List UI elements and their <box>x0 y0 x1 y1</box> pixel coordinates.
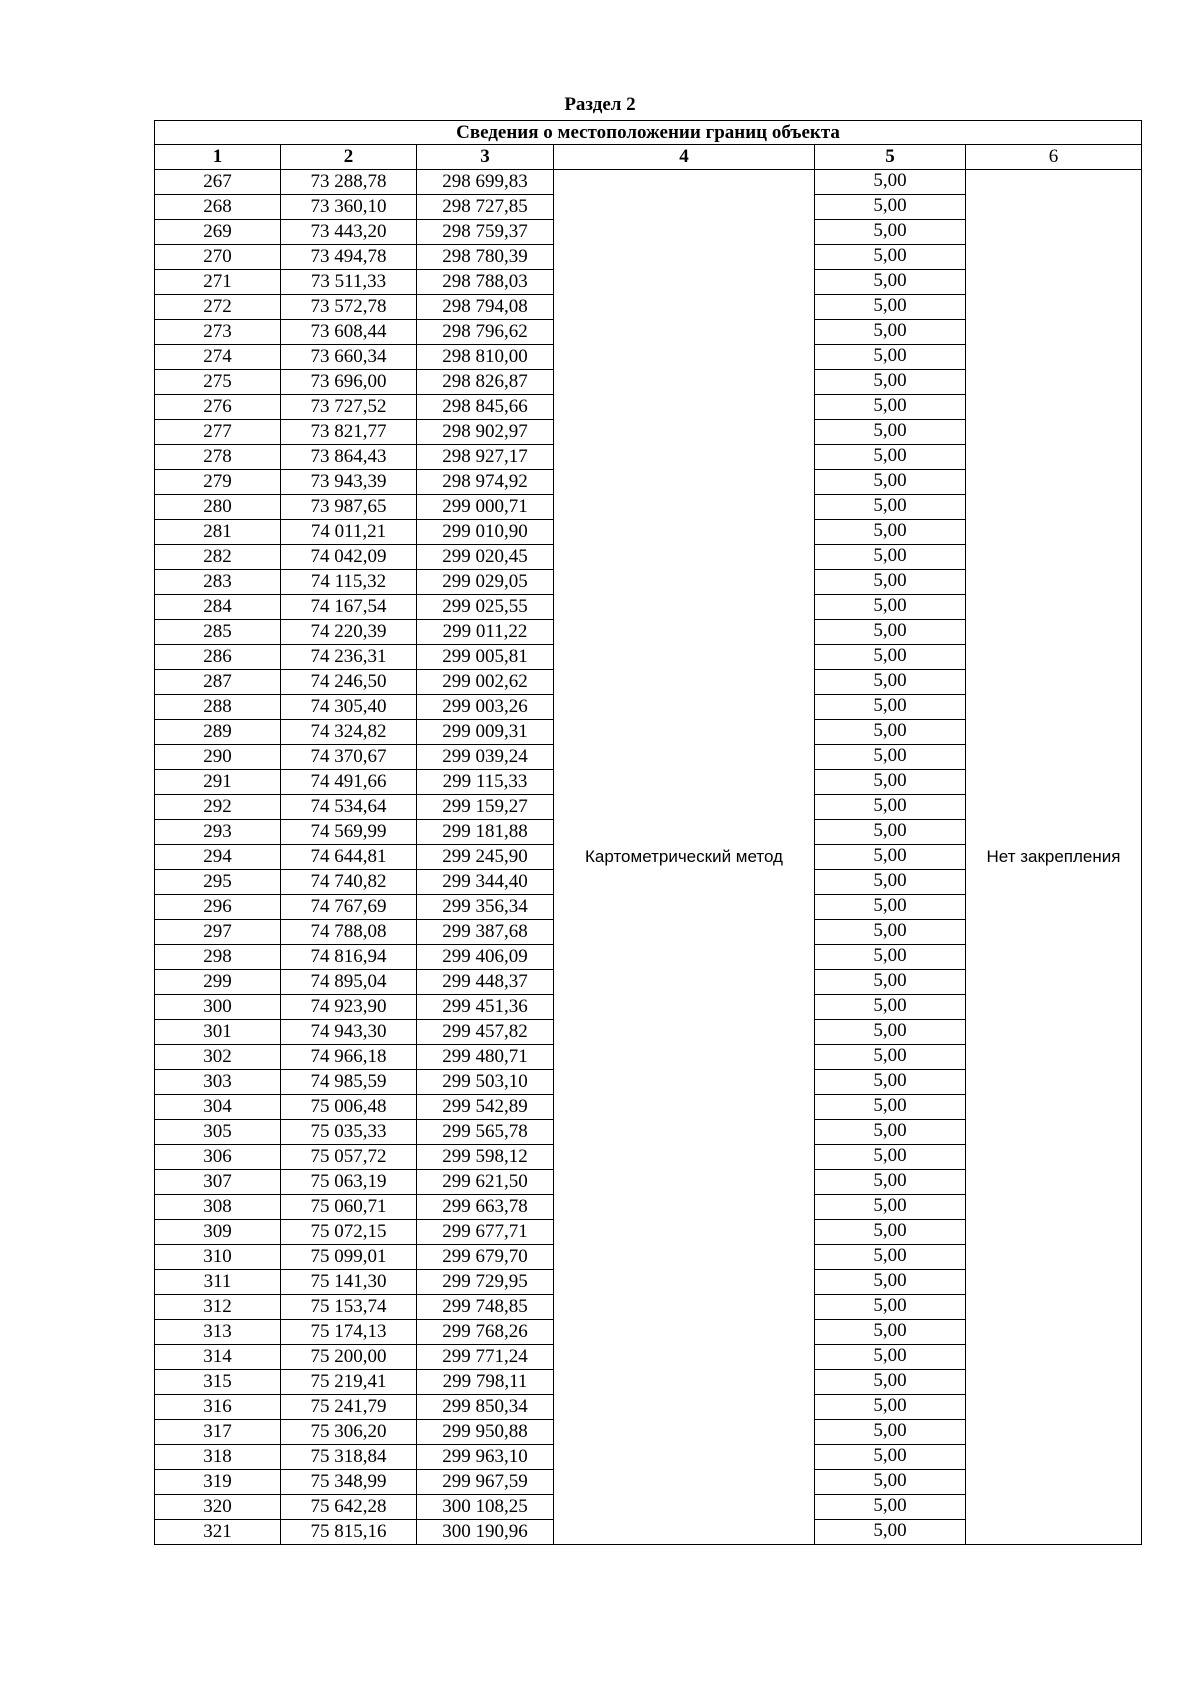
coordinate-x: 75 318,84 <box>281 1445 417 1470</box>
coordinate-x: 73 360,10 <box>281 195 417 220</box>
point-number: 312 <box>155 1295 281 1320</box>
coordinate-y: 299 798,11 <box>417 1370 554 1395</box>
point-number: 310 <box>155 1245 281 1270</box>
coordinate-y: 298 699,83 <box>417 170 554 195</box>
accuracy-value: 5,00 <box>815 1470 966 1495</box>
coordinate-y: 299 009,31 <box>417 720 554 745</box>
point-number: 276 <box>155 395 281 420</box>
accuracy-value: 5,00 <box>815 1120 966 1145</box>
point-number: 302 <box>155 1045 281 1070</box>
accuracy-value: 5,00 <box>815 895 966 920</box>
point-number: 273 <box>155 320 281 345</box>
point-number: 272 <box>155 295 281 320</box>
accuracy-value: 5,00 <box>815 445 966 470</box>
coordinate-y: 299 748,85 <box>417 1295 554 1320</box>
point-number: 284 <box>155 595 281 620</box>
accuracy-value: 5,00 <box>815 1370 966 1395</box>
coordinate-x: 75 200,00 <box>281 1345 417 1370</box>
coordinate-y: 299 356,34 <box>417 895 554 920</box>
coordinate-x: 74 943,30 <box>281 1020 417 1045</box>
coordinate-y: 299 039,24 <box>417 745 554 770</box>
coordinate-y: 300 190,96 <box>417 1520 554 1545</box>
coordinate-x: 74 491,66 <box>281 770 417 795</box>
point-number: 271 <box>155 270 281 295</box>
accuracy-value: 5,00 <box>815 1170 966 1195</box>
point-number: 289 <box>155 720 281 745</box>
accuracy-value: 5,00 <box>815 245 966 270</box>
point-number: 292 <box>155 795 281 820</box>
point-number: 318 <box>155 1445 281 1470</box>
coordinate-x: 75 219,41 <box>281 1370 417 1395</box>
coordinate-x: 73 608,44 <box>281 320 417 345</box>
point-number: 294 <box>155 845 281 870</box>
coordinate-x: 75 057,72 <box>281 1145 417 1170</box>
coordinate-x: 74 534,64 <box>281 795 417 820</box>
coordinate-x: 75 063,19 <box>281 1170 417 1195</box>
accuracy-value: 5,00 <box>815 1245 966 1270</box>
accuracy-value: 5,00 <box>815 1295 966 1320</box>
point-number: 299 <box>155 970 281 995</box>
coordinate-y: 298 780,39 <box>417 245 554 270</box>
point-number: 313 <box>155 1320 281 1345</box>
table-caption-row <box>155 121 1142 145</box>
method-cell: Картометрический метод <box>554 170 815 1545</box>
accuracy-value: 5,00 <box>815 170 966 195</box>
point-number: 303 <box>155 1070 281 1095</box>
coordinate-x: 73 660,34 <box>281 345 417 370</box>
accuracy-value: 5,00 <box>815 495 966 520</box>
coordinate-y: 299 950,88 <box>417 1420 554 1445</box>
point-number: 270 <box>155 245 281 270</box>
coordinate-x: 74 767,69 <box>281 895 417 920</box>
point-number: 288 <box>155 695 281 720</box>
coordinate-y: 298 810,00 <box>417 345 554 370</box>
accuracy-value: 5,00 <box>815 370 966 395</box>
coordinate-x: 74 167,54 <box>281 595 417 620</box>
point-number: 300 <box>155 995 281 1020</box>
coordinate-x: 74 246,50 <box>281 670 417 695</box>
column-number-row <box>155 145 1142 170</box>
point-number: 297 <box>155 920 281 945</box>
point-number: 279 <box>155 470 281 495</box>
coordinate-x: 75 072,15 <box>281 1220 417 1245</box>
coordinate-x: 73 494,78 <box>281 245 417 270</box>
accuracy-value: 5,00 <box>815 870 966 895</box>
point-number: 285 <box>155 620 281 645</box>
coordinate-x: 74 220,39 <box>281 620 417 645</box>
coordinate-y: 300 108,25 <box>417 1495 554 1520</box>
accuracy-value: 5,00 <box>815 670 966 695</box>
accuracy-value: 5,00 <box>815 1095 966 1120</box>
coordinate-x: 73 821,77 <box>281 420 417 445</box>
accuracy-value: 5,00 <box>815 770 966 795</box>
coordinate-y: 299 025,55 <box>417 595 554 620</box>
coordinate-y: 298 974,92 <box>417 470 554 495</box>
coordinate-x: 75 174,13 <box>281 1320 417 1345</box>
coordinate-x: 75 348,99 <box>281 1470 417 1495</box>
coordinate-y: 299 010,90 <box>417 520 554 545</box>
coordinate-x: 73 943,39 <box>281 470 417 495</box>
point-number: 319 <box>155 1470 281 1495</box>
coordinate-y: 299 565,78 <box>417 1120 554 1145</box>
coordinate-x: 75 141,30 <box>281 1270 417 1295</box>
coordinate-y: 299 503,10 <box>417 1070 554 1095</box>
coordinate-x: 74 966,18 <box>281 1045 417 1070</box>
coordinate-y: 298 845,66 <box>417 395 554 420</box>
coordinate-y: 298 794,08 <box>417 295 554 320</box>
coordinate-y: 299 771,24 <box>417 1345 554 1370</box>
column-number-3: 3 <box>417 145 554 170</box>
coordinate-y: 298 788,03 <box>417 270 554 295</box>
coordinate-y: 299 000,71 <box>417 495 554 520</box>
coordinate-x: 75 153,74 <box>281 1295 417 1320</box>
coordinate-x: 73 511,33 <box>281 270 417 295</box>
coordinate-y: 299 020,45 <box>417 545 554 570</box>
coordinate-x: 75 006,48 <box>281 1095 417 1120</box>
coordinate-y: 298 727,85 <box>417 195 554 220</box>
coordinate-y: 299 679,70 <box>417 1245 554 1270</box>
coordinate-x: 73 288,78 <box>281 170 417 195</box>
coordinate-x: 74 895,04 <box>281 970 417 995</box>
accuracy-value: 5,00 <box>815 1045 966 1070</box>
accuracy-value: 5,00 <box>815 845 966 870</box>
accuracy-value: 5,00 <box>815 1345 966 1370</box>
accuracy-value: 5,00 <box>815 820 966 845</box>
coordinate-x: 74 370,67 <box>281 745 417 770</box>
point-number: 278 <box>155 445 281 470</box>
coordinate-y: 299 621,50 <box>417 1170 554 1195</box>
accuracy-value: 5,00 <box>815 270 966 295</box>
column-number-6: 6 <box>966 145 1142 170</box>
coordinate-x: 73 864,43 <box>281 445 417 470</box>
coordinate-y: 299 729,95 <box>417 1270 554 1295</box>
coordinate-x: 74 011,21 <box>281 520 417 545</box>
coordinate-x: 73 443,20 <box>281 220 417 245</box>
point-number: 275 <box>155 370 281 395</box>
accuracy-value: 5,00 <box>815 295 966 320</box>
coordinate-y: 299 480,71 <box>417 1045 554 1070</box>
point-number: 320 <box>155 1495 281 1520</box>
accuracy-value: 5,00 <box>815 1520 966 1545</box>
accuracy-value: 5,00 <box>815 995 966 1020</box>
coordinate-y: 299 387,68 <box>417 920 554 945</box>
boundary-table <box>154 120 1142 1545</box>
point-number: 293 <box>155 820 281 845</box>
point-number: 306 <box>155 1145 281 1170</box>
coordinate-x: 75 241,79 <box>281 1395 417 1420</box>
coordinate-y: 299 159,27 <box>417 795 554 820</box>
table-caption: Сведения о местоположении границ объекта <box>155 121 1142 145</box>
point-number: 307 <box>155 1170 281 1195</box>
accuracy-value: 5,00 <box>815 570 966 595</box>
coordinate-y: 299 245,90 <box>417 845 554 870</box>
coordinate-x: 75 035,33 <box>281 1120 417 1145</box>
point-number: 269 <box>155 220 281 245</box>
accuracy-value: 5,00 <box>815 420 966 445</box>
column-number-2: 2 <box>281 145 417 170</box>
section-title: Раздел 2 <box>564 94 636 115</box>
accuracy-value: 5,00 <box>815 1145 966 1170</box>
accuracy-value: 5,00 <box>815 1270 966 1295</box>
coordinate-x: 73 572,78 <box>281 295 417 320</box>
accuracy-value: 5,00 <box>815 395 966 420</box>
point-number: 277 <box>155 420 281 445</box>
point-number: 281 <box>155 520 281 545</box>
coordinate-y: 299 677,71 <box>417 1220 554 1245</box>
point-number: 287 <box>155 670 281 695</box>
coordinate-y: 299 115,33 <box>417 770 554 795</box>
accuracy-value: 5,00 <box>815 1195 966 1220</box>
point-number: 301 <box>155 1020 281 1045</box>
accuracy-value: 5,00 <box>815 970 966 995</box>
table-row <box>155 170 1142 195</box>
accuracy-value: 5,00 <box>815 1445 966 1470</box>
point-number: 311 <box>155 1270 281 1295</box>
accuracy-value: 5,00 <box>815 1420 966 1445</box>
accuracy-value: 5,00 <box>815 220 966 245</box>
coordinate-x: 74 236,31 <box>281 645 417 670</box>
point-number: 280 <box>155 495 281 520</box>
coordinate-x: 74 788,08 <box>281 920 417 945</box>
coordinate-x: 74 644,81 <box>281 845 417 870</box>
coordinate-y: 299 542,89 <box>417 1095 554 1120</box>
point-number: 298 <box>155 945 281 970</box>
coordinate-y: 299 344,40 <box>417 870 554 895</box>
fixation-cell: Нет закрепления <box>966 170 1142 1545</box>
accuracy-value: 5,00 <box>815 645 966 670</box>
accuracy-value: 5,00 <box>815 1395 966 1420</box>
coordinate-y: 298 759,37 <box>417 220 554 245</box>
accuracy-value: 5,00 <box>815 795 966 820</box>
accuracy-value: 5,00 <box>815 720 966 745</box>
point-number: 315 <box>155 1370 281 1395</box>
coordinate-x: 75 642,28 <box>281 1495 417 1520</box>
coordinate-y: 298 927,17 <box>417 445 554 470</box>
accuracy-value: 5,00 <box>815 695 966 720</box>
point-number: 267 <box>155 170 281 195</box>
accuracy-value: 5,00 <box>815 520 966 545</box>
coordinate-x: 74 985,59 <box>281 1070 417 1095</box>
coordinate-x: 73 727,52 <box>281 395 417 420</box>
coordinate-y: 299 002,62 <box>417 670 554 695</box>
accuracy-value: 5,00 <box>815 545 966 570</box>
point-number: 321 <box>155 1520 281 1545</box>
coordinate-x: 75 306,20 <box>281 1420 417 1445</box>
point-number: 314 <box>155 1345 281 1370</box>
accuracy-value: 5,00 <box>815 1070 966 1095</box>
accuracy-value: 5,00 <box>815 1020 966 1045</box>
coordinate-y: 299 448,37 <box>417 970 554 995</box>
accuracy-value: 5,00 <box>815 1320 966 1345</box>
coordinate-x: 75 815,16 <box>281 1520 417 1545</box>
point-number: 290 <box>155 745 281 770</box>
coordinate-y: 299 768,26 <box>417 1320 554 1345</box>
point-number: 305 <box>155 1120 281 1145</box>
coordinate-x: 73 987,65 <box>281 495 417 520</box>
column-number-1: 1 <box>155 145 281 170</box>
point-number: 274 <box>155 345 281 370</box>
accuracy-value: 5,00 <box>815 195 966 220</box>
coordinate-y: 299 406,09 <box>417 945 554 970</box>
coordinate-x: 74 816,94 <box>281 945 417 970</box>
coordinate-y: 299 005,81 <box>417 645 554 670</box>
coordinate-y: 299 457,82 <box>417 1020 554 1045</box>
coordinate-y: 299 011,22 <box>417 620 554 645</box>
point-number: 283 <box>155 570 281 595</box>
column-number-4: 4 <box>554 145 815 170</box>
point-number: 291 <box>155 770 281 795</box>
accuracy-value: 5,00 <box>815 920 966 945</box>
coordinate-y: 299 029,05 <box>417 570 554 595</box>
coordinate-y: 299 598,12 <box>417 1145 554 1170</box>
coordinate-x: 74 115,32 <box>281 570 417 595</box>
coordinate-y: 299 181,88 <box>417 820 554 845</box>
coordinate-x: 75 099,01 <box>281 1245 417 1270</box>
point-number: 308 <box>155 1195 281 1220</box>
coordinate-x: 74 740,82 <box>281 870 417 895</box>
coordinate-x: 75 060,71 <box>281 1195 417 1220</box>
coordinate-x: 73 696,00 <box>281 370 417 395</box>
point-number: 317 <box>155 1420 281 1445</box>
point-number: 309 <box>155 1220 281 1245</box>
accuracy-value: 5,00 <box>815 1220 966 1245</box>
point-number: 304 <box>155 1095 281 1120</box>
accuracy-value: 5,00 <box>815 595 966 620</box>
coordinate-x: 74 324,82 <box>281 720 417 745</box>
coordinate-x: 74 042,09 <box>281 545 417 570</box>
coordinate-y: 299 963,10 <box>417 1445 554 1470</box>
accuracy-value: 5,00 <box>815 945 966 970</box>
coordinate-x: 74 305,40 <box>281 695 417 720</box>
coordinate-y: 298 902,97 <box>417 420 554 445</box>
accuracy-value: 5,00 <box>815 320 966 345</box>
accuracy-value: 5,00 <box>815 620 966 645</box>
coordinate-y: 298 796,62 <box>417 320 554 345</box>
coordinate-y: 299 967,59 <box>417 1470 554 1495</box>
point-number: 268 <box>155 195 281 220</box>
accuracy-value: 5,00 <box>815 1495 966 1520</box>
coordinate-y: 299 003,26 <box>417 695 554 720</box>
coordinate-y: 298 826,87 <box>417 370 554 395</box>
point-number: 316 <box>155 1395 281 1420</box>
coordinate-y: 299 663,78 <box>417 1195 554 1220</box>
point-number: 286 <box>155 645 281 670</box>
coordinate-x: 74 569,99 <box>281 820 417 845</box>
coordinate-y: 299 451,36 <box>417 995 554 1020</box>
coordinate-x: 74 923,90 <box>281 995 417 1020</box>
point-number: 282 <box>155 545 281 570</box>
column-number-5: 5 <box>815 145 966 170</box>
accuracy-value: 5,00 <box>815 470 966 495</box>
accuracy-value: 5,00 <box>815 745 966 770</box>
accuracy-value: 5,00 <box>815 345 966 370</box>
point-number: 295 <box>155 870 281 895</box>
coordinate-y: 299 850,34 <box>417 1395 554 1420</box>
point-number: 296 <box>155 895 281 920</box>
